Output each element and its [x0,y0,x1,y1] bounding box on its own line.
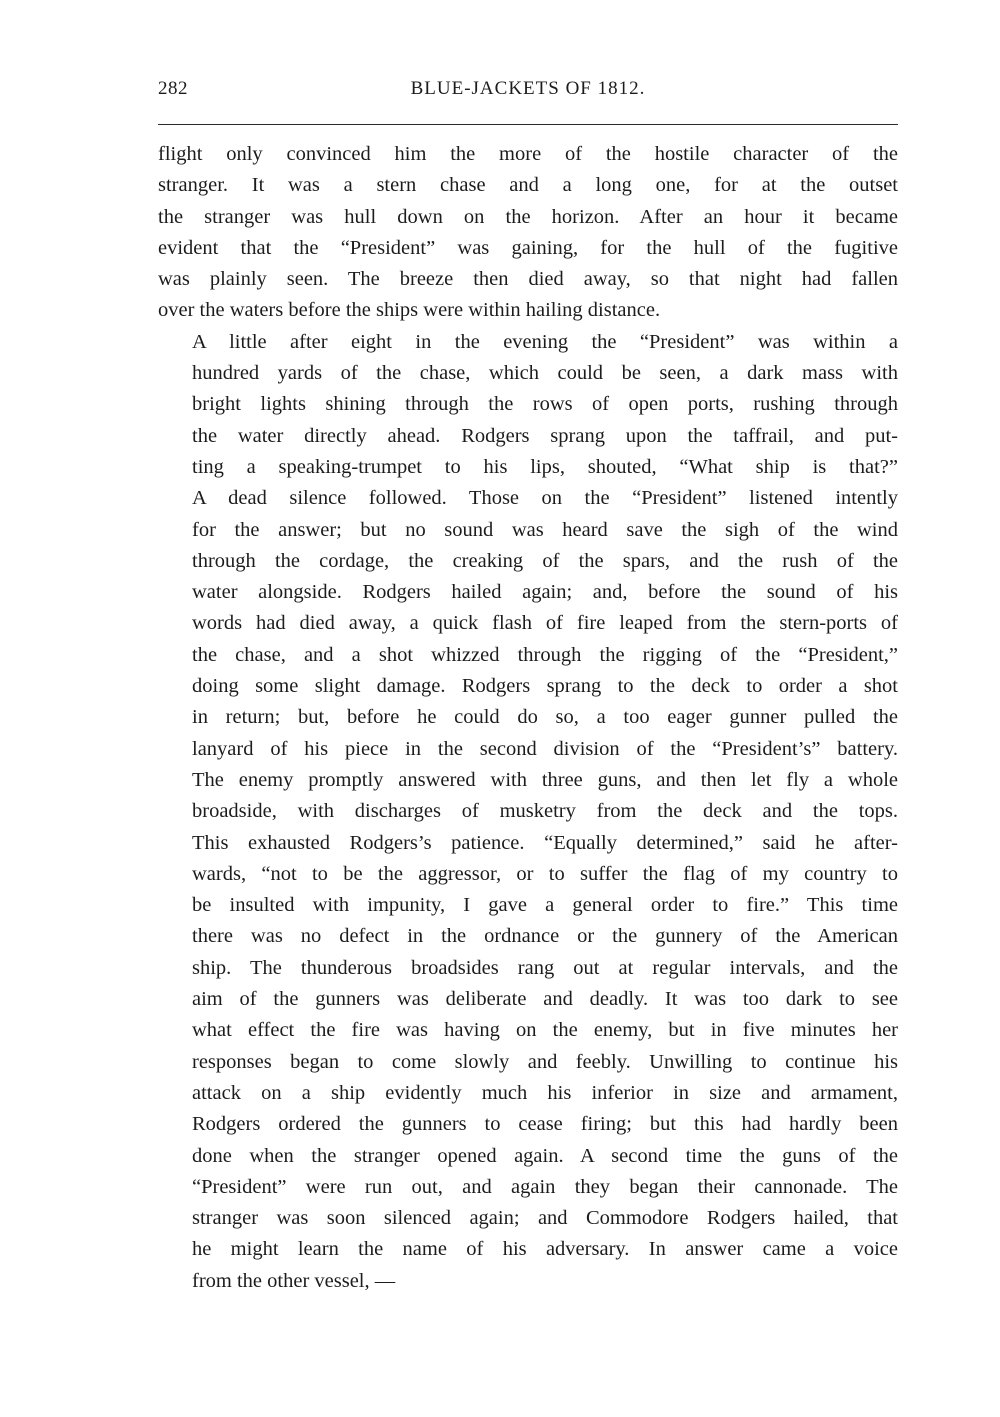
text-line: ting a speaking-trumpet to his lips, shouted, “What ship is that?” [192,455,898,478]
text-line: the chase, and a shot whizzed through the rigging of the “President,” [192,643,898,666]
text-line: lanyard of his piece in the second division of the “President’s” battery. [192,737,898,760]
text-line: the water directly ahead. Rodgers sprang upon the taffrail, and put- [192,424,898,447]
text-line: attack on a ship evidently much his inferior in size and armament, [192,1081,898,1104]
text-line: through the cordage, the creaking of the spars, and the rush of the [192,549,898,572]
text-line: what effect the fire was having on the enemy, but in five minutes her [192,1019,898,1042]
text-line: ship. The thunderous broadsides rang out at regular intervals, and the [192,956,898,979]
text-line: from the other vessel, — [192,1269,396,1292]
text-line: responses began to come slowly and feebly. Unwilling to continue his [192,1050,898,1073]
text-line: words had died away, a quick flash of fire leaped from the stern-ports of [192,612,898,635]
text-line: A dead silence followed. Those on the “President” listened intently [192,487,898,510]
text-line: Rodgers ordered the gunners to cease firing; but this had hardly been [192,1113,898,1136]
text-line: water alongside. Rodgers hailed again; and, before the sound of his [192,581,898,604]
text-line: stranger. It was a stern chase and a long one, for at the outset [158,174,898,197]
text-line: there was no defect in the ordnance or the gunnery of the American [192,925,898,948]
paragraph [158,327,898,1297]
text-line: A little after eight in the evening the “President” was within a [192,330,898,353]
text-line: “President” were run out, and again they began their cannonade. The [192,1175,898,1198]
text-line: wards, “not to be the aggressor, or to suffer the flag of my country to [192,862,898,885]
text-line: The enemy promptly answered with three guns, and then let fly a whole [192,768,898,791]
text-line: done when the stranger opened again. A second time the guns of the [192,1144,898,1167]
text-line: flight only convinced him the more of the hostile character of the [158,143,898,165]
header-rule [158,124,898,125]
text-line: evident that the “President” was gaining, for the hull of the fugitive [158,236,898,259]
text-line: This exhausted Rodgers’s patience. “Equally determined,” said he after- [192,831,898,854]
text-line: the stranger was hull down on the horizon. After an hour it became [158,205,898,228]
text-line: stranger was soon silenced again; and Commodore Rodgers hailed, that [192,1207,898,1230]
paragraph [158,139,898,327]
text-line: for the answer; but no sound was heard save the sigh of the wind [192,518,898,541]
text-line: he might learn the name of his adversary. In answer came a voice [192,1238,898,1261]
text-line: over the waters before the ships were within hailing distance. [158,299,661,322]
text-line: be insulted with impunity, I gave a general order to fire.” This time [192,894,898,917]
running-title: BLUE-JACKETS OF 1812. [410,78,646,99]
text-line: hundred yards of the chase, which could be seen, a dark mass with [192,362,898,385]
text-line: doing some slight damage. Rodgers sprang to the deck to order a shot [192,675,898,698]
text-line: bright lights shining through the rows of open ports, rushing through [192,393,898,416]
page-number: 282 [158,78,188,99]
text-line: broadside, with discharges of musketry from the deck and the tops. [192,800,898,823]
body-text [158,139,898,1297]
text-line: was plainly seen. The breeze then died away, so that night had fallen [158,268,898,291]
text-line: aim of the gunners was deliberate and deadly. It was too dark to see [192,988,898,1011]
page-header [158,78,898,108]
text-line: in return; but, before he could do so, a too eager gunner pulled the [192,706,898,729]
